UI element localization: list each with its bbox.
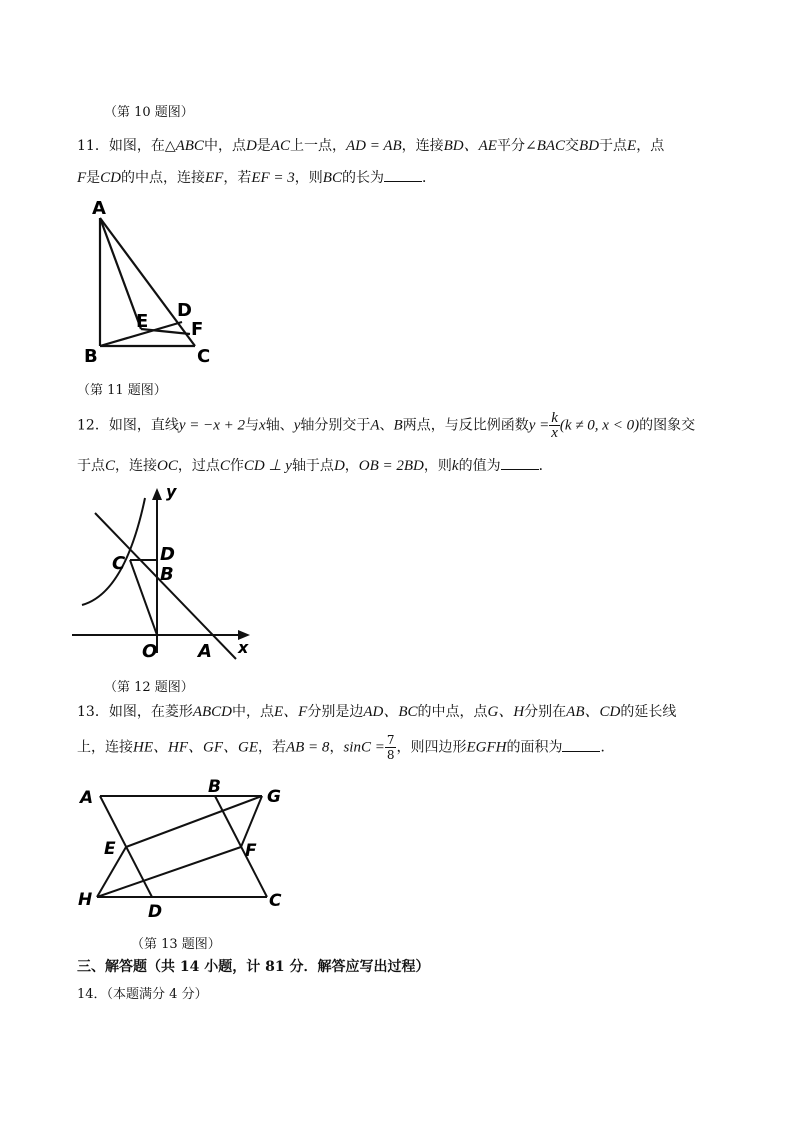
fig13-label-E: E [104, 839, 116, 859]
fig11-label-A: A [92, 198, 106, 219]
q12-line1: 12．如图，直线y = −x + 2与x轴、y轴分别交于A、B两点，与反比例函数y = $\frac{k}{x}$ (k ≠ 0, x < 0)的图象交 [77, 410, 696, 441]
fig12-label-C: C [112, 553, 126, 574]
q11-line2: F是CD的中点，连接EF，若EF = 3，则BC的长为 ． [77, 170, 436, 186]
fig13-label-C: C [269, 891, 282, 911]
section-heading: 三、解答题（共 14 小题，计 81 分．解答应写出过程） [77, 959, 430, 975]
fig12-label-x: x [238, 638, 249, 657]
fig13-caption: （第 13 题图） [131, 937, 221, 952]
fig13-label-A: A [80, 788, 94, 808]
fig11-caption: （第 11 题图） [77, 383, 167, 398]
fig12-label-D: D [160, 544, 175, 565]
fig12-caption: （第 12 题图） [104, 680, 194, 695]
fig11-label-C: C [197, 346, 211, 367]
fig12-label-A: A [198, 641, 212, 662]
fig13-label-F: F [245, 841, 257, 861]
fig11-label-E: E [136, 311, 149, 332]
fig11-label-D: D [177, 300, 192, 321]
fig11-label-B: B [84, 346, 98, 367]
fraction-k-over-x: $\frac{k}{x}$ [551, 410, 558, 441]
answer-blank [562, 739, 600, 752]
fig13-label-H: H [78, 890, 93, 910]
fig13-label-G: G [267, 787, 281, 807]
q13-line1: 13．如图，在菱形ABCD中，点E、F分别是边AD、BC的中点，点G、H分别在AB、CD的延长线 [77, 704, 677, 720]
q13-line2: 上，连接HE、HF、GF、GE，若AB = 8，sinC = $\frac{7}{8}$ ，则四边形EGFH的面积为 ． [77, 733, 615, 762]
fig12-label-y: y [166, 483, 177, 501]
fig11-label-F: F [191, 319, 204, 340]
fig13-label-B: B [208, 777, 221, 797]
q14-heading: 14．（本题满分 4 分） [77, 987, 208, 1002]
fig12-label-O: O [142, 641, 158, 662]
fig13-diagram [72, 772, 292, 922]
q12-line2: 于点C，连接OC，过点C作CD ⊥ y轴于点D，OB = 2BD，则k的值为 ． [77, 458, 553, 474]
fig12-label-B: B [160, 564, 174, 585]
answer-blank [501, 457, 539, 470]
fig10-caption: （第 10 题图） [104, 105, 194, 120]
answer-blank [384, 169, 422, 182]
fig12-diagram [70, 483, 260, 663]
q11-line1: 11．如图，在△ABC中，点D是AC上一点，AD = AB，连接BD、AE平分∠BAC交BD于点E，点 [77, 138, 665, 154]
fig13-label-D: D [148, 902, 163, 922]
fraction-7-over-8: $\frac{7}{8}$ [386, 733, 395, 762]
fig11-diagram [78, 196, 228, 368]
